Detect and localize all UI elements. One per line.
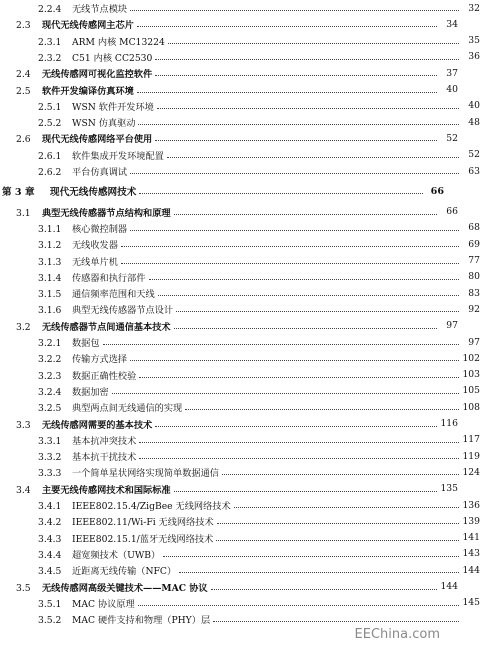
entry-label — [38, 50, 152, 64]
entry-label — [38, 596, 135, 610]
section-entry — [0, 65, 466, 81]
dot-leader — [130, 229, 459, 231]
dot-leader — [138, 123, 459, 125]
subsection-entry — [0, 595, 488, 611]
entry-title: 主要无线传感网技术和国际标准 — [42, 484, 171, 496]
entry-page-number: 136 — [462, 499, 480, 511]
subsection-entry — [0, 220, 488, 236]
dot-leader — [174, 327, 437, 329]
dot-leader — [155, 139, 437, 141]
entry-number: 3.1.6 — [38, 305, 62, 317]
entry-label — [38, 547, 160, 561]
section-entry — [0, 82, 466, 98]
entry-label — [16, 205, 171, 219]
subsection-entry — [0, 269, 488, 285]
entry-title: 典型两点间无线通信的实现 — [72, 403, 183, 415]
entry-title: 典型无线传感器节点结构和原理 — [42, 207, 171, 219]
dot-leader — [211, 588, 437, 590]
entry-label — [38, 302, 173, 316]
dot-leader — [139, 441, 459, 443]
entry-title: IEEE802.11/Wi-Fi 无线网络技术 — [72, 517, 214, 529]
entry-label — [16, 482, 171, 496]
subsection-entry — [0, 301, 488, 317]
entry-label — [38, 514, 214, 528]
entry-title: MAC 协议原理 — [72, 598, 135, 610]
entry-title: 数据加密 — [72, 386, 109, 398]
section-entry — [0, 318, 466, 334]
entry-label — [16, 580, 208, 594]
subsection-entry — [0, 383, 488, 399]
dot-leader — [176, 310, 459, 312]
entry-number: 2.5.1 — [38, 101, 62, 113]
entry-page-number: 124 — [462, 466, 480, 478]
dot-leader — [217, 522, 459, 524]
dot-leader — [168, 42, 459, 44]
entry-page-number: 139 — [462, 515, 480, 527]
entry-title: 核心微控制器 — [72, 223, 128, 235]
entry-title: 基本抗冲突技术 — [72, 435, 137, 447]
dot-leader — [112, 392, 459, 394]
entry-number: 2.5.2 — [38, 118, 62, 130]
entry-title: 无线单片机 — [72, 256, 118, 268]
entry-number: 2.6.1 — [38, 150, 62, 162]
section-entry — [0, 481, 466, 497]
dot-leader — [163, 555, 459, 557]
entry-title: 无线节点模块 — [72, 4, 128, 15]
entry-title: 无线传感网高级关键技术——MAC 协议 — [42, 582, 208, 594]
section-entry — [0, 416, 466, 432]
entry-page-number: 66 — [446, 206, 458, 218]
subsection-entry — [0, 147, 488, 163]
subsection-entry — [0, 497, 488, 513]
entry-title: 基本抗干扰技术 — [72, 452, 137, 464]
entry-page-number: 97 — [468, 336, 480, 348]
entry-title: 传感器和执行部件 — [72, 272, 146, 284]
entry-number: 3.3.3 — [38, 468, 62, 480]
dot-leader — [121, 245, 459, 247]
watermark: EEChina.com — [354, 627, 440, 642]
dot-leader — [139, 376, 459, 378]
entry-page-number: 116 — [440, 418, 458, 429]
entry-title: 无线收发器 — [72, 240, 118, 252]
entry-page-number: 37 — [446, 67, 458, 79]
entry-page-number: 141 — [462, 532, 480, 544]
dot-leader — [174, 490, 437, 492]
entry-label — [16, 319, 171, 333]
entry-page-number: 119 — [462, 450, 480, 462]
entry-page-number: 77 — [468, 255, 480, 266]
entry-page-number: 105 — [462, 385, 480, 397]
entry-number: 3.5 — [16, 582, 31, 594]
entry-title: 无线传感网需要的基本技术 — [42, 419, 153, 431]
subsection-entry — [0, 562, 488, 578]
entry-page-number: 32 — [468, 2, 480, 14]
entry-label — [16, 131, 152, 145]
subsection-entry — [0, 114, 488, 130]
entry-label — [38, 368, 136, 382]
entry-page-number: 143 — [462, 548, 480, 560]
dot-leader — [139, 192, 423, 194]
entry-number: 3.4.5 — [38, 566, 62, 578]
entry-title: IEEE802.15.4/ZigBee 无线网络技术 — [72, 501, 231, 512]
dot-leader — [167, 156, 459, 158]
subsection-entry — [0, 0, 488, 16]
entry-page-number: 80 — [468, 271, 480, 283]
entry-label — [38, 99, 154, 113]
entry-label — [38, 1, 127, 15]
entry-title: 现代无线传感网主芯片 — [42, 20, 134, 32]
entry-number: 3.1.5 — [38, 289, 62, 301]
entry-page-number: 40 — [468, 100, 480, 112]
dot-leader — [216, 539, 459, 541]
entry-page-number: 40 — [446, 84, 458, 95]
entry-number: 2.6 — [16, 134, 31, 146]
entry-number: 3.3 — [16, 419, 31, 431]
subsection-entry — [0, 530, 488, 546]
entry-number: 3.5.1 — [38, 598, 62, 610]
entry-page-number: 144 — [440, 581, 458, 592]
entry-number: 2.5 — [16, 85, 31, 97]
dot-leader — [174, 213, 437, 215]
entry-number: 3.2.3 — [38, 370, 62, 382]
entry-title: WSN 仿真驱动 — [72, 118, 136, 130]
entry-number: 3.4 — [16, 484, 31, 496]
entry-label — [2, 184, 136, 198]
subsection-entry — [0, 253, 488, 269]
entry-number: 3.2.4 — [38, 386, 62, 398]
dot-leader — [222, 473, 459, 475]
entry-number: 3.5.2 — [38, 615, 62, 627]
entry-page-number: 144 — [462, 564, 480, 576]
entry-label — [38, 254, 118, 268]
dot-leader — [179, 571, 459, 573]
entry-title: 平台仿真调试 — [72, 167, 128, 178]
entry-number: 2.6.2 — [38, 167, 62, 178]
entry-label — [38, 34, 165, 48]
entry-label — [16, 83, 134, 97]
entry-title: 典型无线传感器节点设计 — [72, 305, 174, 317]
entry-number: 3.3.2 — [38, 452, 62, 464]
entry-title: C51 内核 CC2530 — [72, 52, 153, 64]
entry-page-number: 103 — [462, 369, 480, 381]
entry-title: 近距离无线传输（NFC） — [72, 566, 177, 578]
entry-page-number: 52 — [468, 149, 480, 161]
dot-leader — [213, 620, 459, 622]
entry-title: 超宽频技术（UWB） — [72, 549, 161, 561]
dot-leader — [157, 107, 459, 109]
entry-page-number: 36 — [468, 51, 480, 63]
entry-label — [38, 351, 127, 365]
entry-number: 2.3 — [16, 20, 31, 32]
entry-number: 3.2.2 — [38, 354, 62, 366]
dot-leader — [149, 278, 460, 280]
entry-number: 3.1.4 — [38, 272, 62, 284]
subsection-entry — [0, 399, 488, 415]
subsection-entry — [0, 49, 488, 65]
entry-number: 2.3.1 — [38, 36, 62, 48]
entry-label — [38, 449, 136, 463]
entry-label — [38, 531, 213, 545]
entry-number: 3.1.1 — [38, 223, 62, 235]
subsection-entry — [0, 432, 488, 448]
entry-page-number: 97 — [446, 320, 458, 332]
dot-leader — [130, 9, 459, 11]
entry-title: 传输方式选择 — [72, 354, 128, 366]
entry-title: 数据正确性校验 — [72, 370, 137, 382]
section-entry — [0, 16, 466, 32]
entry-label — [38, 270, 146, 284]
dot-leader — [185, 408, 459, 410]
entry-title: MAC 硬件支持和物理（PHY）层 — [72, 615, 211, 627]
entry-label — [38, 384, 109, 398]
entry-number: 3.4.2 — [38, 517, 62, 529]
subsection-entry — [0, 611, 488, 627]
subsection-entry — [0, 334, 488, 350]
entry-page-number: 117 — [462, 434, 480, 446]
entry-page-number: 68 — [468, 222, 480, 234]
entry-title: 通信频率范围和天线 — [72, 289, 155, 301]
entry-number: 3.1.3 — [38, 256, 62, 268]
entry-number: 3.2.5 — [38, 403, 62, 415]
entry-label — [38, 221, 127, 235]
entry-number: 第 3 章 — [2, 187, 35, 199]
entry-title: 现代无线传感网络平台使用 — [42, 134, 153, 146]
entry-title: 软件开发编译仿真环境 — [42, 85, 134, 97]
entry-title: 数据包 — [72, 338, 100, 349]
dot-leader — [130, 359, 459, 361]
entry-title: 无线传感网可视化监控软件 — [42, 69, 153, 81]
entry-label — [38, 433, 136, 447]
entry-label — [16, 66, 152, 80]
subsection-entry — [0, 513, 488, 529]
entry-title: 一个简单星状网络实现简单数据通信 — [72, 468, 219, 480]
entry-label — [16, 417, 152, 431]
dot-leader — [155, 74, 437, 76]
entry-number: 3.4.3 — [38, 533, 62, 545]
dot-leader — [137, 25, 437, 27]
entry-number: 3.4.4 — [38, 549, 62, 561]
dot-leader — [121, 262, 459, 264]
subsection-entry — [0, 464, 488, 480]
entry-page-number: 63 — [468, 165, 480, 177]
dot-leader — [155, 58, 459, 60]
entry-page-number: 66 — [430, 185, 444, 197]
entry-label — [38, 335, 100, 349]
subsection-entry — [0, 350, 488, 366]
entry-label — [38, 148, 164, 162]
entry-page-number: 83 — [468, 287, 480, 299]
entry-title: 软件集成开发环境配置 — [72, 150, 164, 162]
dot-leader — [138, 604, 459, 606]
entry-page-number: 35 — [468, 35, 480, 47]
chapter-heading — [0, 183, 452, 199]
section-entry — [0, 204, 466, 220]
entry-number: 3.3.1 — [38, 435, 62, 447]
entry-label — [38, 563, 176, 577]
subsection-entry — [0, 546, 488, 562]
dot-leader — [234, 506, 459, 508]
entry-label — [38, 465, 219, 479]
section-entry — [0, 579, 466, 595]
entry-page-number: 102 — [462, 352, 480, 364]
subsection-entry — [0, 285, 488, 301]
dot-leader — [158, 294, 459, 296]
entry-label — [16, 17, 134, 31]
entry-page-number: 135 — [440, 483, 458, 495]
entry-number: 2.2.4 — [38, 4, 62, 15]
entry-number: 2.4 — [16, 69, 31, 81]
entry-page-number: 92 — [468, 303, 480, 315]
subsection-entry — [0, 98, 488, 114]
dot-leader — [139, 457, 459, 459]
entry-number: 3.1 — [16, 207, 31, 219]
entry-label — [38, 237, 118, 251]
subsection-entry — [0, 448, 488, 464]
subsection-entry — [0, 163, 488, 179]
entry-page-number: 48 — [468, 116, 480, 128]
entry-label — [38, 115, 135, 129]
entry-title: WSN 软件开发环境 — [72, 101, 154, 113]
entry-page-number: 108 — [462, 401, 480, 413]
subsection-entry — [0, 236, 488, 252]
dot-leader — [130, 172, 459, 174]
entry-label — [38, 164, 127, 178]
entry-label — [38, 498, 231, 512]
entry-page-number: 52 — [446, 132, 458, 144]
dot-leader — [137, 91, 437, 93]
entry-page-number: 34 — [446, 18, 458, 30]
entry-number: 3.4.1 — [38, 501, 62, 512]
entry-number: 2.3.2 — [38, 52, 62, 64]
dot-leader — [155, 425, 437, 427]
dot-leader — [103, 343, 459, 345]
entry-page-number: 69 — [468, 238, 480, 250]
entry-number: 3.1.2 — [38, 240, 62, 252]
subsection-entry — [0, 33, 488, 49]
entry-title: 无线传感器节点间通信基本技术 — [42, 321, 171, 333]
entry-label — [38, 286, 155, 300]
entry-page-number: 145 — [462, 597, 480, 609]
entry-title: ARM 内核 MC13224 — [72, 36, 165, 48]
entry-number: 3.2.1 — [38, 338, 62, 349]
entry-number: 3.2 — [16, 321, 31, 333]
section-entry — [0, 130, 466, 146]
entry-label — [38, 400, 182, 414]
subsection-entry — [0, 367, 488, 383]
entry-label — [38, 612, 210, 626]
entry-title: 现代无线传感网技术 — [50, 187, 137, 199]
entry-title: IEEE802.15.1/蓝牙无线网络技术 — [72, 533, 214, 545]
